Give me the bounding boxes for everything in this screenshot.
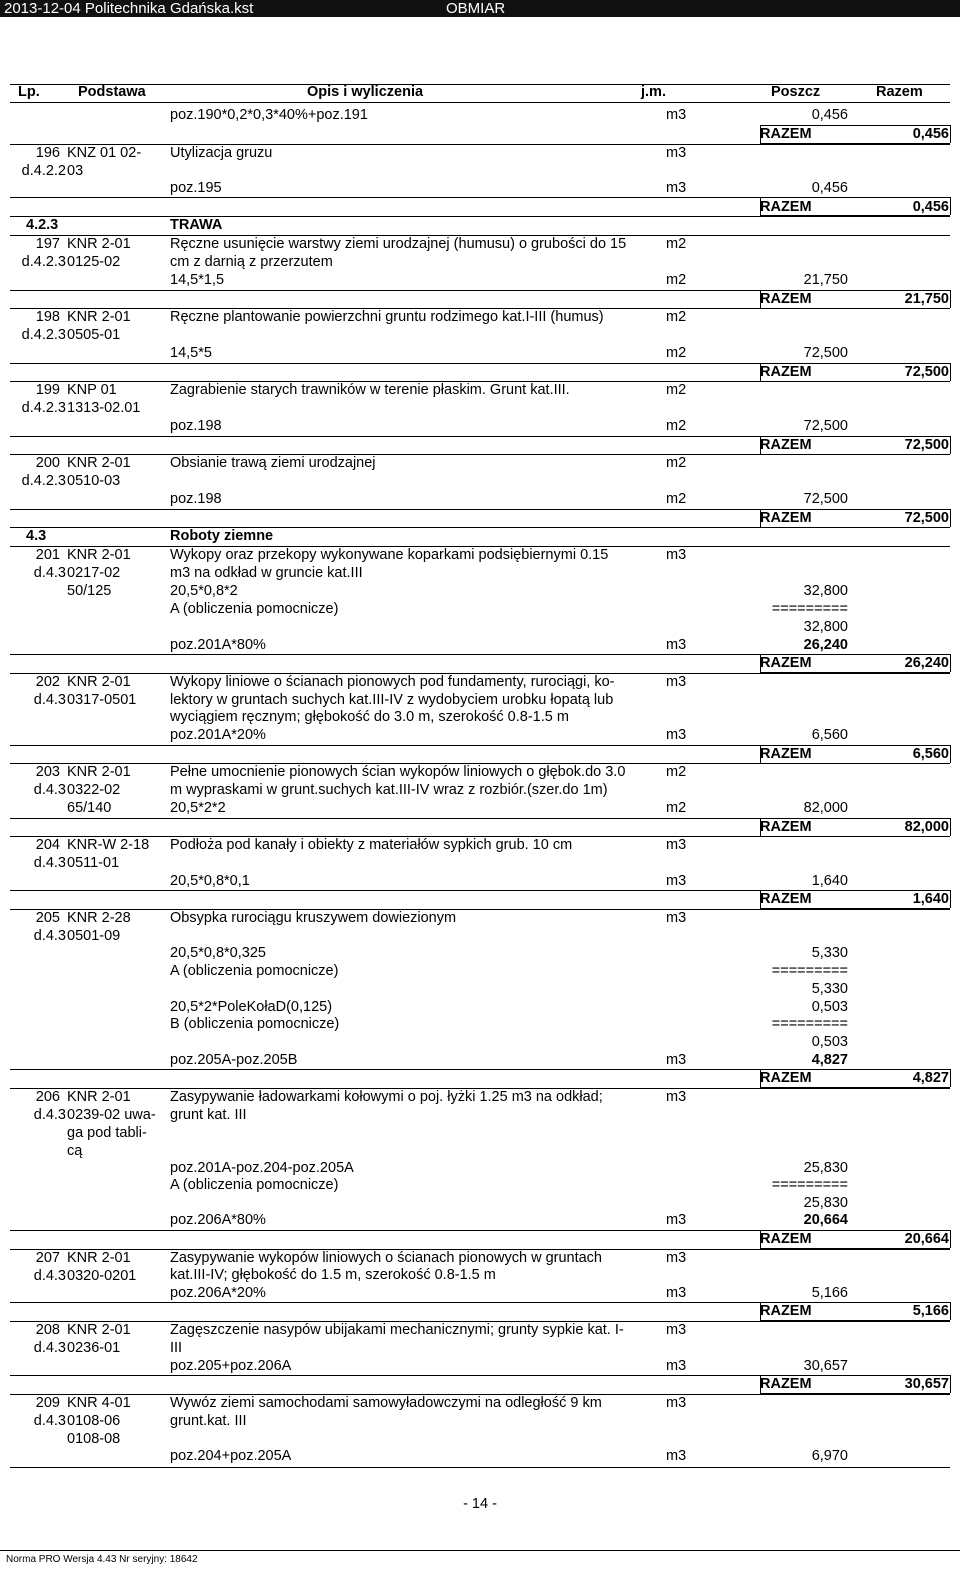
rule — [950, 818, 951, 836]
description-text: 20,5*2*PoleKołaD(0,125) — [170, 999, 333, 1015]
podstawa-line: ga pod tabli- — [67, 1125, 147, 1141]
rule — [950, 745, 951, 763]
description-text: cm z darnią z przerzutem — [170, 254, 333, 270]
quantity-value: 72,500 — [803, 345, 848, 361]
description-text: grunt kat. III — [170, 1107, 247, 1123]
razem-label: RAZEM — [760, 891, 812, 907]
unit-text: m3 — [666, 1089, 687, 1105]
razem-label: RAZEM — [760, 819, 812, 835]
podstawa-line: 0322-02 — [67, 782, 121, 798]
description-text: A (obliczenia pomocnicze) — [170, 601, 339, 617]
podstawa-line: 0510-03 — [67, 473, 121, 489]
rule — [950, 1069, 951, 1087]
description-text: 14,5*5 — [170, 345, 212, 361]
quantity-value: 5,166 — [811, 1285, 848, 1301]
quantity-value: 30,657 — [803, 1358, 848, 1374]
rule — [950, 125, 951, 143]
quantity-value: ========= — [771, 963, 848, 979]
description-text: kat.III-IV; głębokość do 1.5 m, szerokość 0.8-1.5 m — [170, 1267, 496, 1283]
razem-value: 72,500 — [904, 364, 949, 380]
description-text: poz.201A*20% — [170, 727, 266, 743]
unit-text: m3 — [666, 637, 687, 653]
unit-text: m3 — [666, 1052, 687, 1068]
unit-text: m3 — [666, 107, 687, 123]
unit-text: m2 — [666, 382, 687, 398]
unit-text: m3 — [666, 837, 687, 853]
podstawa-line: 0217-02 — [67, 565, 121, 581]
podstawa-line: KNR-W 2-18 — [67, 837, 150, 853]
quantity-value: 20,664 — [803, 1212, 848, 1228]
description-text: poz.195 — [170, 180, 222, 196]
unit-text: m3 — [666, 547, 687, 563]
podstawa-line: 50/125 — [67, 583, 112, 599]
rule — [10, 144, 950, 145]
podstawa-line: 0125-02 — [67, 254, 121, 270]
document-type: OBMIAR — [446, 0, 506, 17]
description-text: B (obliczenia pomocnicze) — [170, 1016, 340, 1032]
podstawa-line: KNR 2-28 — [67, 910, 131, 926]
item-number: 198 — [35, 309, 60, 325]
section-number: 4.2.3 — [26, 217, 59, 233]
description-text: 20,5*0,8*0,325 — [170, 945, 266, 961]
description-text: Wykopy oraz przekopy wykonywane koparkami podsiębiernymi 0.15 — [170, 547, 609, 563]
unit-text: m3 — [666, 1322, 687, 1338]
item-spec-ref: d.4.2.3 — [21, 473, 66, 489]
rule — [10, 216, 950, 217]
unit-text: m3 — [666, 1358, 687, 1374]
podstawa-line: 0505-01 — [67, 327, 121, 343]
item-spec-ref: d.4.3 — [33, 928, 66, 944]
razem-value: 26,240 — [904, 655, 949, 671]
col-opis: Opis i wyliczenia — [307, 84, 424, 100]
rule — [950, 363, 951, 381]
podstawa-line: 0501-09 — [67, 928, 121, 944]
razem-label: RAZEM — [760, 1303, 812, 1319]
item-spec-ref: d.4.3 — [33, 1107, 66, 1123]
podstawa-line: KNR 2-01 — [67, 764, 131, 780]
razem-value: 4,827 — [912, 1070, 949, 1086]
section-title: Roboty ziemne — [170, 528, 274, 544]
quantity-value: 25,830 — [803, 1195, 848, 1211]
description-text: poz.201A-poz.204-poz.205A — [170, 1160, 354, 1176]
quantity-value: 82,000 — [803, 800, 848, 816]
description-text: poz.206A*20% — [170, 1285, 266, 1301]
rule — [10, 527, 950, 528]
quantity-value: 0,456 — [811, 107, 848, 123]
description-text: Zasypywanie wykopów liniowych o ścianach pionowych w gruntach — [170, 1250, 602, 1266]
razem-value: 6,560 — [912, 746, 949, 762]
podstawa-line: KNR 2-01 — [67, 1089, 131, 1105]
unit-text: m2 — [666, 764, 687, 780]
item-spec-ref: d.4.3 — [33, 1340, 66, 1356]
podstawa-line: KNR 2-01 — [67, 455, 131, 471]
podstawa-line: KNR 2-01 — [67, 1250, 131, 1266]
razem-value: 1,640 — [912, 891, 949, 907]
unit-text: m3 — [666, 1395, 687, 1411]
item-number: 200 — [35, 455, 60, 471]
quantity-value: 26,240 — [803, 637, 848, 653]
item-number: 196 — [35, 145, 60, 161]
section-number: 4.3 — [26, 528, 47, 544]
razem-label: RAZEM — [760, 655, 812, 671]
item-spec-ref: d.4.3 — [33, 565, 66, 581]
item-number: 197 — [35, 236, 60, 252]
item-number: 202 — [35, 674, 60, 690]
rule — [950, 1230, 951, 1248]
quantity-value: 32,800 — [803, 619, 848, 635]
rule — [950, 890, 951, 908]
podstawa-line: KNR 2-01 — [67, 547, 131, 563]
description-text: Ręczne usunięcie warstwy ziemi urodzajnej (humusu) o grubości do 15 — [170, 236, 627, 252]
razem-label: RAZEM — [760, 510, 812, 526]
rule — [10, 909, 950, 910]
unit-text: m3 — [666, 1448, 687, 1464]
quantity-value: 72,500 — [803, 491, 848, 507]
podstawa-line: 0236-01 — [67, 1340, 121, 1356]
rule — [950, 436, 951, 454]
item-number: 204 — [35, 837, 60, 853]
podstawa-line: 0108-08 — [67, 1431, 121, 1447]
description-text: Obsypka rurociągu kruszywem dowiezionym — [170, 910, 457, 926]
razem-value: 30,657 — [904, 1376, 949, 1392]
item-number: 199 — [35, 382, 60, 398]
razem-value: 20,664 — [904, 1231, 949, 1247]
description-text: Utylizacja gruzu — [170, 145, 273, 161]
razem-label: RAZEM — [760, 1376, 812, 1392]
razem-value: 0,456 — [912, 199, 949, 215]
quantity-value: 0,503 — [811, 999, 848, 1015]
quantity-value: 72,500 — [803, 418, 848, 434]
unit-text: m2 — [666, 455, 687, 471]
item-spec-ref: d.4.2.3 — [21, 327, 66, 343]
unit-text: m3 — [666, 180, 687, 196]
unit-text: m2 — [666, 418, 687, 434]
rule — [950, 509, 951, 527]
description-text: 20,5*0,8*2 — [170, 583, 238, 599]
podstawa-line: KNR 2-01 — [67, 309, 131, 325]
unit-text: m2 — [666, 345, 687, 361]
item-number: 203 — [35, 764, 60, 780]
description-text: III — [170, 1340, 183, 1356]
quantity-value: 6,970 — [811, 1448, 848, 1464]
item-number: 208 — [35, 1322, 60, 1338]
unit-text: m3 — [666, 145, 687, 161]
item-spec-ref: d.4.3 — [33, 855, 66, 871]
description-text: Zasypywanie ładowarkami kołowymi o poj. łyżki 1.25 m3 na odkład; — [170, 1089, 603, 1105]
quantity-value: ========= — [771, 1177, 848, 1193]
rule — [10, 1467, 950, 1468]
item-spec-ref: d.4.2.3 — [21, 400, 66, 416]
unit-text: m2 — [666, 236, 687, 252]
unit-text: m3 — [666, 727, 687, 743]
podstawa-line: KNR 4-01 — [67, 1395, 131, 1411]
quantity-value: 0,456 — [811, 180, 848, 196]
rule — [10, 197, 950, 198]
col-lp: Lp. — [18, 84, 40, 100]
razem-label: RAZEM — [760, 199, 812, 215]
podstawa-line: 0320-0201 — [67, 1268, 137, 1284]
unit-text: m3 — [666, 1250, 687, 1266]
document-header-bar — [0, 0, 960, 17]
description-text: Wykopy liniowe o ścianach pionowych pod fundamenty, rurociągi, ko- — [170, 674, 615, 690]
rule — [950, 654, 951, 672]
podstawa-line: 0317-0501 — [67, 692, 137, 708]
footer-divider — [0, 1550, 960, 1551]
item-number: 205 — [35, 910, 60, 926]
software-footer — [0, 1550, 960, 1574]
razem-label: RAZEM — [760, 126, 812, 142]
description-text: poz.198 — [170, 418, 222, 434]
item-number: 209 — [35, 1395, 60, 1411]
item-number: 207 — [35, 1250, 60, 1266]
description-text: Pełne umocnienie pionowych ścian wykopów liniowych o głębok.do 3.0 — [170, 764, 626, 780]
col-jm: j.m. — [641, 84, 666, 100]
description-text: poz.205+poz.206A — [170, 1358, 292, 1374]
razem-value: 0,456 — [912, 126, 949, 142]
description-text: poz.190*0,2*0,3*40%+poz.191 — [170, 107, 368, 123]
description-text: A (obliczenia pomocnicze) — [170, 1177, 339, 1193]
description-text: A (obliczenia pomocnicze) — [170, 963, 339, 979]
item-spec-ref: d.4.2.2 — [21, 163, 66, 179]
unit-text: m2 — [666, 491, 687, 507]
podstawa-line: KNR 2-01 — [67, 674, 131, 690]
rule — [10, 102, 950, 103]
quantity-value: 32,800 — [803, 583, 848, 599]
rule — [950, 1302, 951, 1320]
podstawa-line: 03 — [67, 163, 84, 179]
razem-label: RAZEM — [760, 291, 812, 307]
razem-value: 21,750 — [904, 291, 949, 307]
quantity-value: 25,830 — [803, 1160, 848, 1176]
description-text: m wypraskami w grunt.suchych kat.III-IV wraz z rozbiór.(szer.do 1m) — [170, 782, 608, 798]
description-text: lektory w gruntach suchych kat.III-IV z wydobyciem urobku łopatą lub — [170, 692, 614, 708]
razem-value: 72,500 — [904, 437, 949, 453]
unit-text: m3 — [666, 674, 687, 690]
item-spec-ref: d.4.2.3 — [21, 254, 66, 270]
rule — [950, 290, 951, 308]
quantity-value: 4,827 — [811, 1052, 848, 1068]
unit-text: m2 — [666, 272, 687, 288]
description-text: 20,5*0,8*0,1 — [170, 873, 250, 889]
unit-text: m2 — [666, 800, 687, 816]
software-info: Norma PRO Wersja 4.43 Nr seryjny: 18642 — [6, 1554, 198, 1565]
razem-label: RAZEM — [760, 1231, 812, 1247]
razem-label: RAZEM — [760, 1070, 812, 1086]
item-spec-ref: d.4.3 — [33, 1268, 66, 1284]
quantity-value: 1,640 — [811, 873, 848, 889]
description-text: poz.206A*80% — [170, 1212, 266, 1228]
razem-value: 5,166 — [912, 1303, 949, 1319]
unit-text: m3 — [666, 1212, 687, 1228]
podstawa-line: 65/140 — [67, 800, 112, 816]
description-text: Ręczne plantowanie powierzchni gruntu rodzimego kat.I-III (humus) — [170, 309, 604, 325]
rule — [950, 1375, 951, 1393]
podstawa-line: KNR 2-01 — [67, 1322, 131, 1338]
podstawa-line: 0108-06 — [67, 1413, 121, 1429]
rule — [950, 197, 951, 215]
description-text: 20,5*2*2 — [170, 800, 226, 816]
description-text: m3 na odkład w gruncie kat.III — [170, 565, 363, 581]
razem-value: 72,500 — [904, 510, 949, 526]
item-number: 201 — [35, 547, 60, 563]
description-text: 14,5*1,5 — [170, 272, 225, 288]
podstawa-line: KNZ 01 02- — [67, 145, 142, 161]
item-spec-ref: d.4.3 — [33, 692, 66, 708]
col-razem: Razem — [876, 84, 923, 100]
podstawa-line: cą — [67, 1143, 83, 1159]
item-number: 206 — [35, 1089, 60, 1105]
description-text: Zagęszczenie nasypów ubijakami mechanicznymi; grunty sypkie kat. I- — [170, 1322, 624, 1338]
unit-text: m3 — [666, 1285, 687, 1301]
podstawa-line: 1313-02.01 — [67, 400, 141, 416]
description-text: Zagrabienie starych trawników w terenie płaskim. Grunt kat.III. — [170, 382, 570, 398]
quantity-value: 5,330 — [811, 981, 848, 997]
file-name: 2013-12-04 Politechnika Gdańska.kst — [4, 0, 254, 17]
razem-label: RAZEM — [760, 364, 812, 380]
quantity-value: 6,560 — [811, 727, 848, 743]
unit-text: m3 — [666, 873, 687, 889]
razem-value: 82,000 — [904, 819, 949, 835]
quantity-value: ========= — [771, 601, 848, 617]
description-text: Wywóz ziemi samochodami samowyładowczymi na odległość 9 km — [170, 1395, 602, 1411]
description-text: Obsianie trawą ziemi urodzajnej — [170, 455, 376, 471]
description-text: poz.201A*80% — [170, 637, 266, 653]
podstawa-line: KNP 01 — [67, 382, 117, 398]
unit-text: m2 — [666, 309, 687, 325]
section-title: TRAWA — [170, 217, 223, 233]
quantity-value: ========= — [771, 1016, 848, 1032]
podstawa-line: 0511-01 — [67, 855, 120, 871]
description-text: poz.198 — [170, 491, 222, 507]
col-poszcz: Poszcz — [771, 84, 821, 100]
podstawa-line: 0239-02 uwa- — [67, 1107, 156, 1123]
description-text: poz.205A-poz.205B — [170, 1052, 298, 1068]
quantity-value: 21,750 — [803, 272, 848, 288]
rule — [10, 454, 950, 455]
quantity-value: 5,330 — [811, 945, 848, 961]
item-spec-ref: d.4.3 — [33, 782, 66, 798]
description-text: poz.204+poz.205A — [170, 1448, 292, 1464]
description-text: Podłoża pod kanały i obiekty z materiałów sypkich grub. 10 cm — [170, 837, 573, 853]
razem-label: RAZEM — [760, 746, 812, 762]
quantity-value: 0,503 — [811, 1034, 848, 1050]
rule — [10, 84, 950, 85]
description-text: grunt.kat. III — [170, 1413, 247, 1429]
razem-label: RAZEM — [760, 437, 812, 453]
description-text: wyciągiem ręcznym; głębokość do 3.0 m, szerokość 0.8-1.5 m — [170, 709, 569, 725]
page-number: - 14 - — [463, 1496, 497, 1512]
col-podstawa: Podstawa — [78, 84, 146, 100]
item-spec-ref: d.4.3 — [33, 1413, 66, 1429]
unit-text: m3 — [666, 910, 687, 926]
podstawa-line: KNR 2-01 — [67, 236, 131, 252]
